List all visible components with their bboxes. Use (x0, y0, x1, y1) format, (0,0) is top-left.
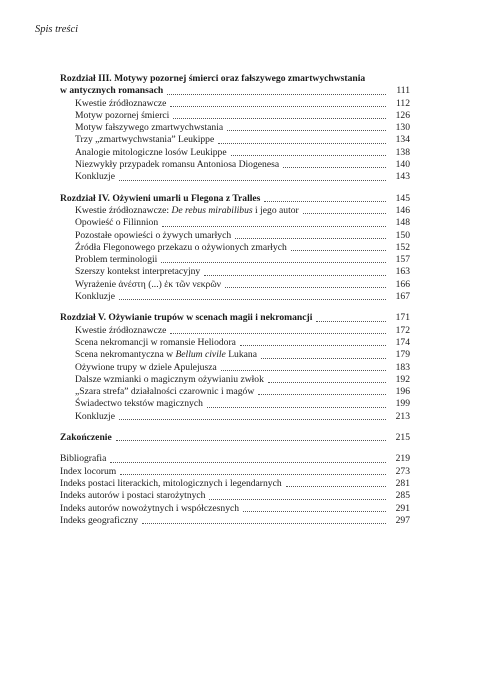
toc-entry-page-number: 213 (395, 410, 410, 422)
toc-entry-title-italic: Bellum civile (175, 349, 226, 361)
dot-leader (243, 510, 386, 512)
toc-entry-page-number: 138 (395, 146, 410, 158)
toc-entry-title: Źródła Flegonowego przekazu o ożywionych zmarłych (75, 241, 287, 253)
toc-entry[interactable] (60, 398, 410, 410)
toc-entry-page-number: 148 (395, 217, 410, 229)
toc-entry-page-number: 143 (395, 171, 410, 183)
running-head: Spis treści (35, 24, 79, 35)
toc-entry-page-number: 174 (395, 336, 410, 348)
toc-entry[interactable] (60, 171, 410, 183)
section-gap (60, 423, 410, 432)
dot-leader (204, 274, 386, 276)
dot-leader (142, 522, 386, 524)
toc-entry[interactable] (60, 254, 410, 266)
toc-entry-title: Kwestie źródłoznawcze (75, 97, 167, 109)
dot-leader (225, 286, 386, 288)
toc-entry-page-number: 146 (395, 204, 410, 216)
toc-entry-page-number: 150 (395, 229, 410, 241)
toc-entry-title: Indeks geograficzny (60, 514, 139, 526)
toc-entry[interactable] (60, 490, 410, 502)
toc-entry-page-number: 166 (395, 278, 410, 290)
toc-entry-page-number: 281 (395, 477, 410, 489)
dot-leader (119, 298, 386, 300)
toc-entry[interactable] (60, 362, 410, 374)
dot-leader (231, 154, 386, 156)
dot-leader (110, 461, 386, 463)
toc-entry-page-number: 130 (395, 122, 410, 134)
dot-leader (235, 237, 386, 239)
dot-leader (261, 357, 386, 359)
toc-entry-heading-line (60, 73, 410, 85)
toc-entry[interactable] (60, 325, 410, 337)
toc-entry-page-number: 192 (395, 373, 410, 385)
dot-leader (116, 439, 386, 441)
toc-entry-page-number: 134 (395, 134, 410, 146)
toc-entry-title: Motyw fałszywego zmartwychwstania (75, 122, 224, 134)
toc-entry[interactable] (60, 217, 410, 229)
dot-leader (167, 93, 386, 95)
toc-entry[interactable] (60, 193, 410, 205)
toc-entry[interactable] (60, 242, 410, 254)
toc-entry[interactable] (60, 279, 410, 291)
toc-entry-page-number: 163 (395, 266, 410, 278)
toc-entry-title: Kwestie źródłoznawcze (75, 324, 167, 336)
toc-entry-title: Rozdział IV. Ożywieni umarli u Flegona z Tralles (60, 192, 261, 204)
toc-entry-title: Rozdział III. Motywy pozornej śmierci oraz fałszywego zmartwychwstania (60, 73, 366, 84)
toc-entry-page-number: 167 (395, 291, 410, 303)
toc-entry-title: Konkluzje (75, 410, 115, 422)
section-gap (60, 184, 410, 193)
toc-entry-title: Analogie mitologiczne losów Leukippe (75, 146, 227, 158)
dot-leader (264, 200, 386, 202)
toc-entry-title: Konkluzje (75, 291, 115, 303)
toc-entry[interactable] (60, 337, 410, 349)
toc-entry-title-prefix: Kwestie źródłoznawcze: (75, 204, 172, 216)
toc-entry-title: Zakończenie (60, 432, 112, 444)
toc-entry-title: Ożywione trupy w dziele Apulejusza (75, 361, 217, 373)
dot-leader (258, 393, 386, 395)
toc-entry-title-suffix: i jego autor (252, 204, 299, 216)
toc-entry-title: „Szara strefa” działalności czarownic i magów (75, 386, 255, 398)
toc-entry-page-number: 157 (395, 254, 410, 266)
toc-entry-page-number: 196 (395, 386, 410, 398)
dot-leader (227, 129, 386, 131)
dot-leader (207, 406, 386, 408)
toc-entry-title: Pozostałe opowieści o żywych umarłych (75, 229, 232, 241)
toc-entry[interactable] (60, 453, 410, 465)
toc-entry-title: Index locorum (60, 465, 117, 477)
dot-leader (283, 166, 386, 168)
dot-leader (119, 418, 386, 420)
toc-entry-title (75, 349, 257, 361)
toc-entry-title: Problem terminologii (75, 254, 158, 266)
toc-entry-page-number: 152 (395, 241, 410, 253)
toc-entry[interactable] (60, 134, 410, 146)
toc-entry-title: Indeks autorów nowożytnych i współczesnych (60, 502, 240, 514)
toc-entry-page-number: 112 (395, 97, 410, 109)
toc-entry-title: Rozdział V. Ożywianie trupów w scenach magii i nekromancji (60, 312, 313, 324)
dot-leader (120, 473, 386, 475)
toc-entry-title: Motyw pozornej śmierci (75, 109, 170, 121)
toc-entry-title-suffix: Lukana (225, 349, 257, 361)
dot-leader (240, 344, 386, 346)
toc-entry-page-number: 285 (395, 490, 410, 502)
toc-entry[interactable] (60, 110, 410, 122)
dot-leader (221, 369, 386, 371)
toc-entry-title: Indeks postaci literackich, mitologicznych i legendarnych (60, 477, 282, 489)
toc-entry-page-number: 140 (395, 159, 410, 171)
toc-entry-page-number: 199 (395, 398, 410, 410)
toc-entry-title: w antycznych romansach (60, 85, 164, 97)
toc-entry-page-number: 171 (395, 312, 410, 324)
toc-entry[interactable] (60, 478, 410, 490)
toc-entry-page-number: 111 (396, 85, 410, 97)
toc-entry[interactable] (60, 122, 410, 134)
toc-entry-title: Wyrażenie ἀνέστη (...) ἐκ τῶν νεκρῶν (75, 278, 221, 290)
dot-leader (268, 381, 386, 383)
toc-entry[interactable] (60, 230, 410, 242)
toc-entry[interactable] (60, 159, 410, 171)
toc-entry[interactable] (60, 432, 410, 444)
dot-leader (286, 485, 386, 487)
toc-entry[interactable] (60, 85, 410, 97)
dot-leader (303, 212, 386, 214)
dot-leader (291, 249, 386, 251)
toc-entry[interactable] (60, 98, 410, 110)
toc-entry-page-number: 179 (395, 349, 410, 361)
toc-entry[interactable] (60, 266, 410, 278)
toc-entry-page-number: 183 (395, 361, 410, 373)
toc-entry[interactable] (60, 374, 410, 386)
toc-entry-title: Świadectwo tekstów magicznych (75, 398, 203, 410)
toc-entry-page-number: 219 (395, 453, 410, 465)
toc-entry[interactable] (60, 503, 410, 515)
toc-entry[interactable] (60, 205, 410, 217)
toc-entry[interactable] (60, 466, 410, 478)
toc-entry[interactable] (60, 349, 410, 361)
section-gap (60, 303, 410, 312)
toc-entry-page-number: 273 (395, 465, 410, 477)
toc-entry-page-number: 126 (395, 109, 410, 121)
dot-leader (170, 332, 386, 334)
toc-entry[interactable] (60, 147, 410, 159)
toc-entry-title: Opowieść o Filinnion (75, 217, 159, 229)
toc-entry[interactable] (60, 312, 410, 324)
toc-entry-page-number: 291 (395, 502, 410, 514)
toc-entry-title: Szerszy kontekst interpretacyjny (75, 266, 201, 278)
dot-leader (162, 225, 386, 227)
dot-leader (218, 142, 386, 144)
dot-leader (170, 105, 386, 107)
toc-entry-title: Bibliografia (60, 453, 107, 465)
toc-entry-title: Indeks autorów i postaci starożytnych (60, 490, 206, 502)
toc-entry[interactable] (60, 291, 410, 303)
toc-entry-page-number: 145 (395, 192, 410, 204)
toc-entry-title: Niezwykły przypadek romansu Antoniosa Diogenesa (75, 159, 280, 171)
dot-leader (173, 117, 386, 119)
toc-entry-title: Trzy „zmartwychwstania” Leukippe (75, 134, 215, 146)
toc-entry-page-number: 297 (395, 514, 410, 526)
toc-entry-title (75, 205, 299, 217)
dot-leader (161, 261, 386, 263)
section-gap (60, 444, 410, 453)
toc-entry[interactable] (60, 411, 410, 423)
toc-entry-title: Scena nekromancji w romansie Heliodora (75, 336, 236, 348)
toc-entry-title: Dalsze wzmianki o magicznym ożywianiu zwłok (75, 373, 264, 385)
toc-entry-page-number: 215 (395, 432, 410, 444)
toc-entry-title: Konkluzje (75, 171, 115, 183)
dot-leader (316, 320, 386, 322)
toc-entry-title-prefix: Scena nekromantyczna w (75, 349, 176, 361)
toc-entry-title-italic: De rebus mirabilibus (171, 204, 253, 216)
table-of-contents (60, 73, 410, 527)
toc-entry[interactable] (60, 386, 410, 398)
dot-leader (209, 498, 386, 500)
toc-entry-page-number: 172 (395, 324, 410, 336)
toc-entry[interactable] (60, 515, 410, 527)
dot-leader (119, 179, 386, 181)
